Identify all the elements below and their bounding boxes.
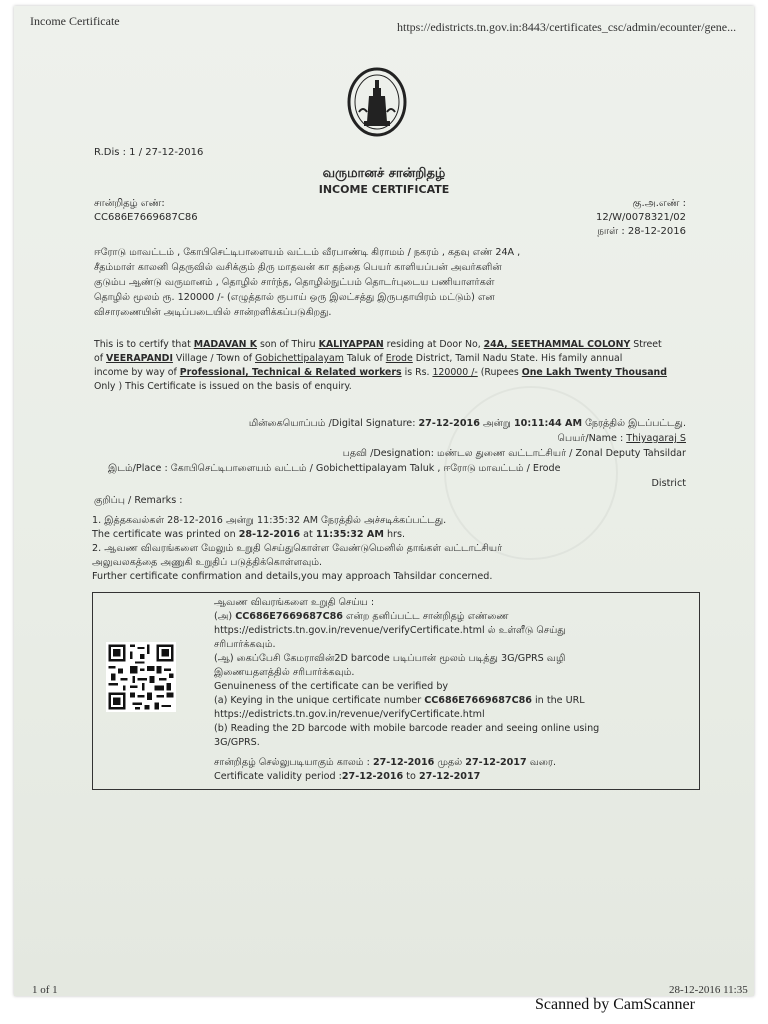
taluk-name: Gobichettipalayam — [255, 353, 344, 364]
verify-a-tamil-line2: சரிபார்க்கவும். — [214, 639, 276, 650]
verify-url: https://edistricts.tn.gov.in/revenue/verifyCertificate.html — [214, 709, 485, 720]
verify-english-b-line1: (b) Reading the 2D barcode with mobile barcode reader and seeing online using — [214, 723, 600, 734]
ref-no-value: 12/W/0078321/02 — [596, 212, 686, 223]
remark-1-tamil: 1. இத்தகவல்கள் 28-12-2016 அன்று 11:35:32 AM நேரத்தில் அச்சடிக்கப்பட்டது. — [92, 515, 447, 526]
tamil-para-line5: விசாரணையின் அடிப்படையில் சான்றளிக்கப்படுகிறது. — [94, 307, 332, 318]
tamil-para-line4: தொழில் மூலம் ரூ. 120000 /- (எழுத்தால் ரூபாய் ஒரு இலட்சத்து இருபதாயிரம் மட்டும்) என — [94, 292, 495, 303]
verify-b-tamil-line1: (ஆ) கைப்பேசி கேமராவின்2D barcode படிப்பான் மூலம் படித்து 3G/GPRS வழி — [214, 653, 566, 664]
applicant-name: MADAVAN K — [193, 339, 257, 350]
ref-no-label: கு.அ.எண் : — [632, 198, 686, 209]
verify-a-url-line: https://edistricts.tn.gov.in/revenue/verifyCertificate.html ல் உள்ளீடு செய்து — [214, 625, 566, 636]
occupation: Professional, Technical & Related workers — [179, 367, 402, 378]
validity-english: Certificate validity period :27-12-2016 to 27-12-2017 — [214, 771, 481, 782]
tamil-para-line3: குடும்ப ஆண்டு வருமானம் , தொழில் சார்ந்த, தொழில்நுட்பம் தொடர்புடைய பணியாளர்கள் — [94, 277, 495, 288]
title-english: INCOME CERTIFICATE — [318, 183, 450, 196]
verify-english-heading: Genuineness of the certificate can be verified by — [214, 681, 449, 692]
cert-no-label: சான்றிதழ் எண்: — [94, 198, 165, 209]
remark-2-tamil-2: அலுவலகத்தை அணுகி உறுதிப் படுத்திக்கொள்ளவும். — [92, 557, 323, 568]
english-para-line3: income by way of Professional, Technical & Related workers is Rs. 120000 /- (Rupees One Lakh Twenty Thousand — [94, 367, 667, 378]
signatory-place-district: District — [651, 478, 686, 489]
english-para-line4: Only ) This Certificate is issued on the basis of enquiry. — [94, 381, 352, 392]
cert-no-value: CC686E7669687C86 — [94, 212, 198, 223]
district-name: Erode — [385, 353, 413, 364]
signatory-name: பெயர்/Name : Thiyagaraj S — [557, 433, 686, 444]
certificate-paper — [14, 6, 754, 996]
verify-b-tamil-line2: இணையதளத்தில் சரிபார்க்கவும். — [214, 667, 355, 678]
signatory-designation: பதவி /Designation: மண்டல துணை வட்டாட்சியர் / Zonal Deputy Tahsildar — [342, 448, 686, 459]
english-para-line1: This is to certify that MADAVAN K son of Thiru KALIYAPPAN residing at Door No, 24A, SEETHAMMAL COLONY Street — [94, 339, 662, 350]
verify-english-a: (a) Keying in the unique certificate number CC686E7669687C86 in the URL — [214, 695, 585, 706]
verify-english-b-line2: 3G/GPRS. — [214, 737, 260, 748]
digital-signature-line: மின்கையொப்பம் /Digital Signature: 27-12-2016 அன்று 10:11:44 AM நேரத்தில் இடப்பட்டது. — [248, 418, 686, 429]
verify-a-tamil-line1: (அ) CC686E7669687C86 என்ற தனிப்பட்ட சான்றிதழ் எண்ணை — [214, 611, 509, 622]
print-timestamp: 28-12-2016 11:35 — [669, 984, 748, 996]
tamil-para-line1: ஈரோடு மாவட்டம் , கோபிசெட்டிபாளையம் வட்டம் வீரபாண்டி கிராமம் / நகரம் , கதவு எண் 24A , — [94, 247, 521, 258]
tamil-para-line2: சீதம்மாள் காலனி தெருவில் வசிக்கும் திரு மாதவன் கா தந்தை பெயர் காளியப்பன் அவர்களின் — [94, 262, 502, 273]
village-name: VEERAPANDI — [106, 353, 173, 364]
remarks-label: குறிப்பு / Remarks : — [94, 495, 183, 506]
validity-tamil: சான்றிதழ் செல்லுபடியாகும் காலம் : 27-12-2016 முதல் 27-12-2017 வரை. — [214, 757, 556, 768]
remark-1-english: The certificate was printed on 28-12-2016 at 11:35:32 AM hrs. — [92, 529, 406, 540]
page-count: 1 of 1 — [32, 984, 58, 996]
page-header-url: https://edistricts.tn.gov.in:8443/certificates_csc/admin/ecounter/gene... — [397, 20, 737, 34]
signatory-place: இடம்/Place : கோபிசெட்டிபாளையம் வட்டம் / Gobichettipalayam Taluk , ஈரோடு மாவட்டம் / Erode — [108, 463, 561, 474]
rdis-ref: R.Dis : 1 / 27-12-2016 — [94, 147, 204, 158]
door-address: 24A, SEETHAMMAL COLONY — [483, 339, 631, 350]
tamilnadu-emblem-icon — [347, 66, 407, 142]
camscanner-watermark: Scanned by CamScanner — [535, 996, 695, 1013]
father-name: KALIYAPPAN — [318, 339, 384, 350]
qr-code-icon — [106, 642, 176, 712]
remark-2-tamil-1: 2. ஆவண விவரங்களை மேலும் உறுதி செய்துகொள்ள வேண்டுமெனில் தாங்கள் வட்டாட்சியர் — [92, 543, 503, 554]
income-amount: 120000 /- — [432, 367, 478, 378]
remark-2-english: Further certificate confirmation and details,you may approach Tahsildar concerned. — [92, 571, 493, 582]
english-para-line2: of VEERAPANDI Village / Town of Gobichettipalayam Taluk of Erode District, Tamil Nadu State. His family annual — [94, 353, 623, 364]
ref-date: நாள் : 28-12-2016 — [597, 226, 686, 237]
title-tamil: வருமானச் சான்றிதழ் — [322, 166, 446, 181]
page-header-title: Income Certificate — [30, 14, 120, 28]
amount-words: One Lakh Twenty Thousand — [521, 367, 667, 378]
verify-heading-tamil: ஆவண விவரங்களை உறுதி செய்ய : — [214, 597, 375, 608]
